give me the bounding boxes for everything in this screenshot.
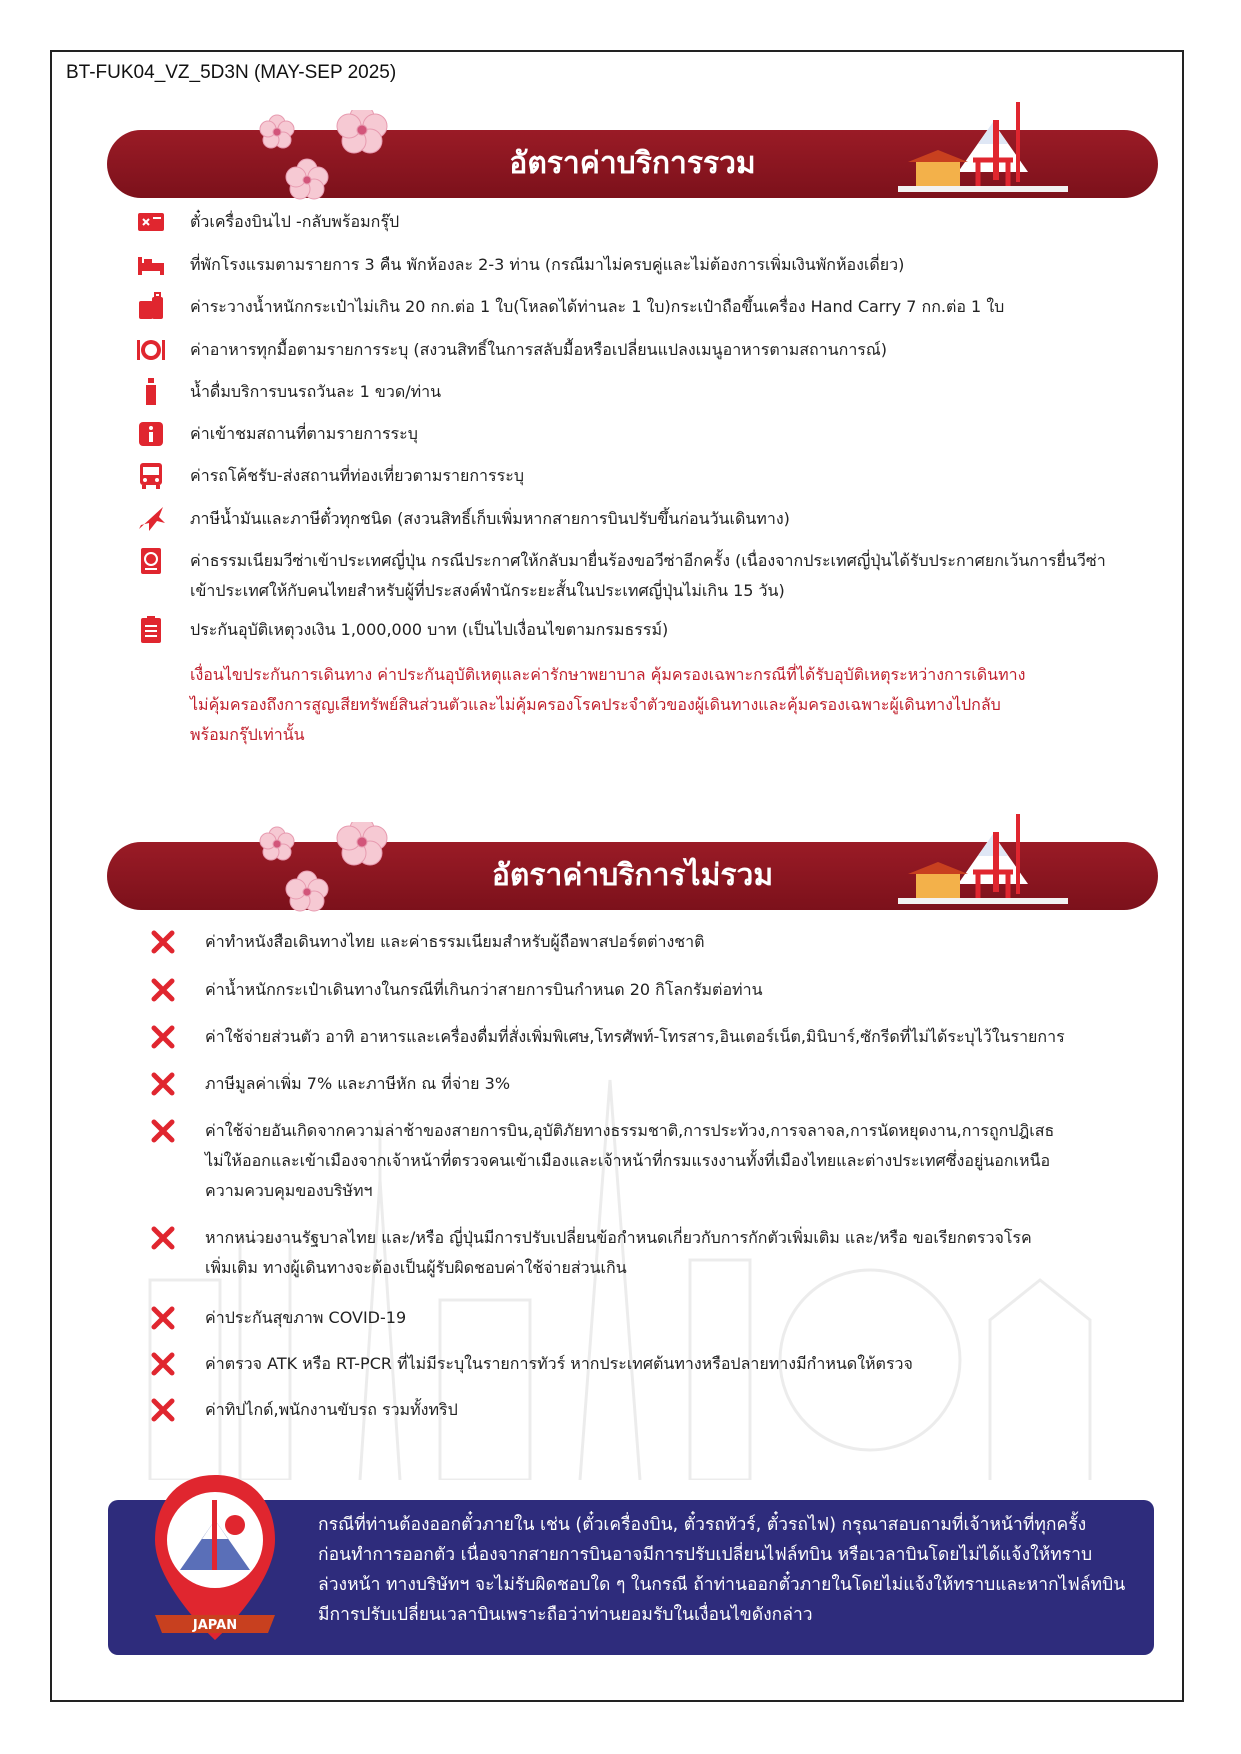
excluded-item bbox=[205, 1116, 1141, 1206]
included-item bbox=[190, 419, 1141, 449]
warning-line: ก่อนทำการออกตัว เนื่องจากสายการบินอาจมีการปรับเปลี่ยนไฟล์ทบิน หรือเวลาบินโดยไม่ได้แจ้งให้ทราบ bbox=[318, 1545, 1093, 1565]
excluded-item-line: ค่าน้ำหนักกระเป๋าเดินทางในกรณีที่เกินกว่าสายการบินกำหนด 20 กิโลกรัมต่อท่าน bbox=[205, 980, 763, 999]
included-item bbox=[190, 250, 1141, 280]
included-item-line: ค่าอาหารทุกมื้อตามรายการระบุ (สงวนสิทธิ์ในการสลับมื้อหรือเปลี่ยนแปลงเมนูอาหารตามสถานการณ์) bbox=[190, 340, 887, 359]
excluded-item bbox=[205, 975, 1141, 1005]
excluded-item bbox=[205, 1069, 1141, 1099]
included-item bbox=[190, 335, 1141, 365]
excluded-item bbox=[205, 1349, 1141, 1379]
included-item-line: น้ำดื่มบริการบนรถวันละ 1 ขวด/ท่าน bbox=[190, 382, 442, 401]
insurance-clipboard-icon bbox=[135, 614, 167, 646]
included-item-line: ค่าธรรมเนียมวีซ่าเข้าประเทศญี่ปุ่น กรณีประกาศให้กลับมายื่นร้องขอวีซ่าอีกครั้ง (เนื่องจากประเทศญี่ปุ่นได้รับประกาศยกเว้นการยื่นวีซ่า bbox=[190, 551, 1106, 570]
warning-line: กรณีที่ท่านต้องออกตั๋วภายใน เช่น (ตั๋วเครื่องบิน, ตั๋วรถทัวร์, ตั๋วรถไฟ) กรุณาสอบถามที่เจ้าหน้าที่ทุกครั้ง bbox=[318, 1515, 1087, 1535]
bed-icon bbox=[135, 249, 167, 281]
included-banner bbox=[107, 130, 1158, 198]
excluded-item bbox=[205, 927, 1141, 957]
excluded-item-line: ความควบคุมของบริษัทฯ bbox=[205, 1181, 373, 1200]
excluded-item-line: ค่าทิปไกด์,พนักงานขับรถ รวมทั้งทริป bbox=[205, 1400, 458, 1419]
excluded-item-line: ค่าทำหนังสือเดินทางไทย และค่าธรรมเนียมสำหรับผู้ถือพาสปอร์ตต่างชาติ bbox=[205, 932, 705, 951]
included-item-line: ค่าเข้าชมสถานที่ตามรายการระบุ bbox=[190, 424, 418, 443]
included-item-line: ตั๋วเครื่องบินไป -กลับพร้อมกรุ๊ป bbox=[190, 212, 400, 231]
insurance-note-line: พร้อมกรุ๊ปเท่านั้น bbox=[190, 725, 305, 744]
included-title: อัตราค่าบริการรวม bbox=[509, 146, 756, 181]
cross-icon bbox=[150, 1397, 176, 1423]
included-item-line: ประกันอุบัติเหตุวงเงิน 1,000,000 บาท (เป็นไปเงื่อนไขตามกรมธรรม์) bbox=[190, 620, 669, 639]
ticket-icon bbox=[135, 206, 167, 238]
water-bottle-icon bbox=[135, 376, 167, 408]
ticket-warning-text bbox=[318, 1510, 1140, 1630]
excluded-item bbox=[205, 1223, 1141, 1283]
included-item-line: ภาษีน้ำมันและภาษีตั๋วทุกชนิด (สงวนสิทธิ์เก็บเพิ่มหากสายการบินปรับขึ้นก่อนวันเดินทาง) bbox=[190, 509, 790, 528]
badge-label: JAPAN bbox=[192, 1618, 238, 1633]
included-item-line: ที่พักโรงแรมตามรายการ 3 คืน พักห้องละ 2-3 ท่าน (กรณีมาไม่ครบคู่และไม่ต้องการเพิ่มเงินพักห้องเดี่ยว) bbox=[190, 255, 905, 274]
warning-line: มีการปรับเปลี่ยนเวลาบินเพราะถือว่าท่านยอมรับในเงื่อนไขดังกล่าว bbox=[318, 1605, 813, 1625]
excluded-title: อัตราค่าบริการไม่รวม bbox=[491, 858, 774, 893]
included-item bbox=[190, 615, 1141, 645]
included-item bbox=[190, 207, 1141, 237]
cross-icon bbox=[150, 1305, 176, 1331]
japan-landmarks-icon bbox=[898, 814, 1068, 910]
cross-icon bbox=[150, 1118, 176, 1144]
excluded-item-line: ภาษีมูลค่าเพิ่ม 7% และภาษีหัก ณ ที่จ่าย 3% bbox=[205, 1074, 511, 1093]
excluded-item-line: เพิ่มเติม ทางผู้เดินทางจะต้องเป็นผู้รับผิดชอบค่าใช้จ่ายส่วนเกิน bbox=[205, 1258, 627, 1277]
document-code: BT-FUK04_VZ_5D3N (MAY-SEP 2025) bbox=[66, 62, 397, 83]
excluded-item-line: ค่าใช้จ่ายอันเกิดจากความล่าช้าของสายการบิน,อุบัติภัยทางธรรมชาติ,การประท้วง,การจลาจล,การนัดหยุดงาน,การถูกปฎิเสธ bbox=[205, 1121, 1055, 1140]
included-item bbox=[190, 292, 1141, 322]
included-item-line: ค่ารถโค้ชรับ-ส่งสถานที่ท่องเที่ยวตามรายการระบุ bbox=[190, 466, 524, 485]
excluded-banner bbox=[107, 842, 1158, 910]
excluded-item-line: ค่าประกันสุขภาพ COVID-19 bbox=[205, 1308, 407, 1327]
cross-icon bbox=[150, 1071, 176, 1097]
warning-line: ล่วงหน้า ทางบริษัทฯ จะไม่รับผิดชอบใด ๆ ในกรณี ถ้าท่านออกตั๋วภายในโดยไม่แจ้งให้ทราบและหากไฟล์ทบิน bbox=[318, 1575, 1126, 1595]
info-icon bbox=[135, 418, 167, 450]
passport-icon bbox=[135, 545, 167, 577]
included-item bbox=[190, 546, 1141, 606]
included-item bbox=[190, 461, 1141, 491]
airplane-icon bbox=[135, 503, 167, 535]
included-item bbox=[190, 504, 1141, 534]
insurance-note bbox=[190, 660, 1141, 750]
bus-icon bbox=[135, 460, 167, 492]
included-item-line: เข้าประเทศให้กับคนไทยสำหรับผู้ที่ประสงค์พำนักระยะสั้นในประเทศญี่ปุ่นไม่เกิน 15 วัน) bbox=[190, 581, 785, 600]
japan-location-pin-icon bbox=[150, 1465, 280, 1665]
cross-icon bbox=[150, 977, 176, 1003]
excluded-item bbox=[205, 1022, 1141, 1052]
excluded-item-line: หากหน่วยงานรัฐบาลไทย และ/หรือ ญี่ปุ่นมีการปรับเปลี่ยนข้อกำหนดเกี่ยวกับการกักตัวเพิ่มเติม และ/หรือ ขอเรียกตรวจโรค bbox=[205, 1228, 1032, 1247]
cross-icon bbox=[150, 1024, 176, 1050]
included-item-line: ค่าระวางน้ำหนักกระเป๋าไม่เกิน 20 กก.ต่อ 1 ใบ(โหลดได้ท่านละ 1 ใบ)กระเป๋าถือขึ้นเครื่อง Hand Carry 7 กก.ต่อ 1 ใบ bbox=[190, 297, 1005, 316]
excluded-item-line: ค่าตรวจ ATK หรือ RT-PCR ที่ไม่มีระบุในรายการทัวร์ หากประเทศต้นทางหรือปลายทางมีกำหนดให้ตรวจ bbox=[205, 1354, 913, 1373]
insurance-note-line: เงื่อนไขประกันการเดินทาง ค่าประกันอุบัติเหตุและค่ารักษาพยาบาล คุ้มครองเฉพาะกรณีที่ได้รับอุบัติเหตุระหว่างการเดินทาง bbox=[190, 665, 1026, 684]
included-item bbox=[190, 377, 1141, 407]
cross-icon bbox=[150, 1225, 176, 1251]
cross-icon bbox=[150, 1351, 176, 1377]
cross-icon bbox=[150, 929, 176, 955]
insurance-note-line: ไม่คุ้มครองถึงการสูญเสียทรัพย์สินส่วนตัวและไม่คุ้มครองโรคประจำตัวของผู้เดินทางและคุ้มครองเฉพาะผู้เดินทางไปกลับ bbox=[190, 695, 1001, 714]
japan-landmarks-icon bbox=[898, 102, 1068, 198]
excluded-item bbox=[205, 1303, 1141, 1333]
excluded-item-line: ค่าใช้จ่ายส่วนตัว อาทิ อาหารและเครื่องดื่มที่สั่งเพิ่มพิเศษ,โทรศัพท์-โทรสาร,อินเตอร์เน็ต,มินิบาร์,ซักรีดที่ไม่ได้ระบุไว้ในรายการ bbox=[205, 1027, 1065, 1046]
excluded-item-line: ไม่ให้ออกและเข้าเมืองจากเจ้าหน้าที่ตรวจคนเข้าเมืองและเจ้าหน้าที่กรมแรงงานทั้งที่เมืองไทยและต่างประเทศซึ่งอยู่นอกเหนือ bbox=[205, 1151, 1051, 1170]
luggage-icon bbox=[135, 291, 167, 323]
meal-icon bbox=[135, 334, 167, 366]
excluded-item bbox=[205, 1395, 1141, 1425]
